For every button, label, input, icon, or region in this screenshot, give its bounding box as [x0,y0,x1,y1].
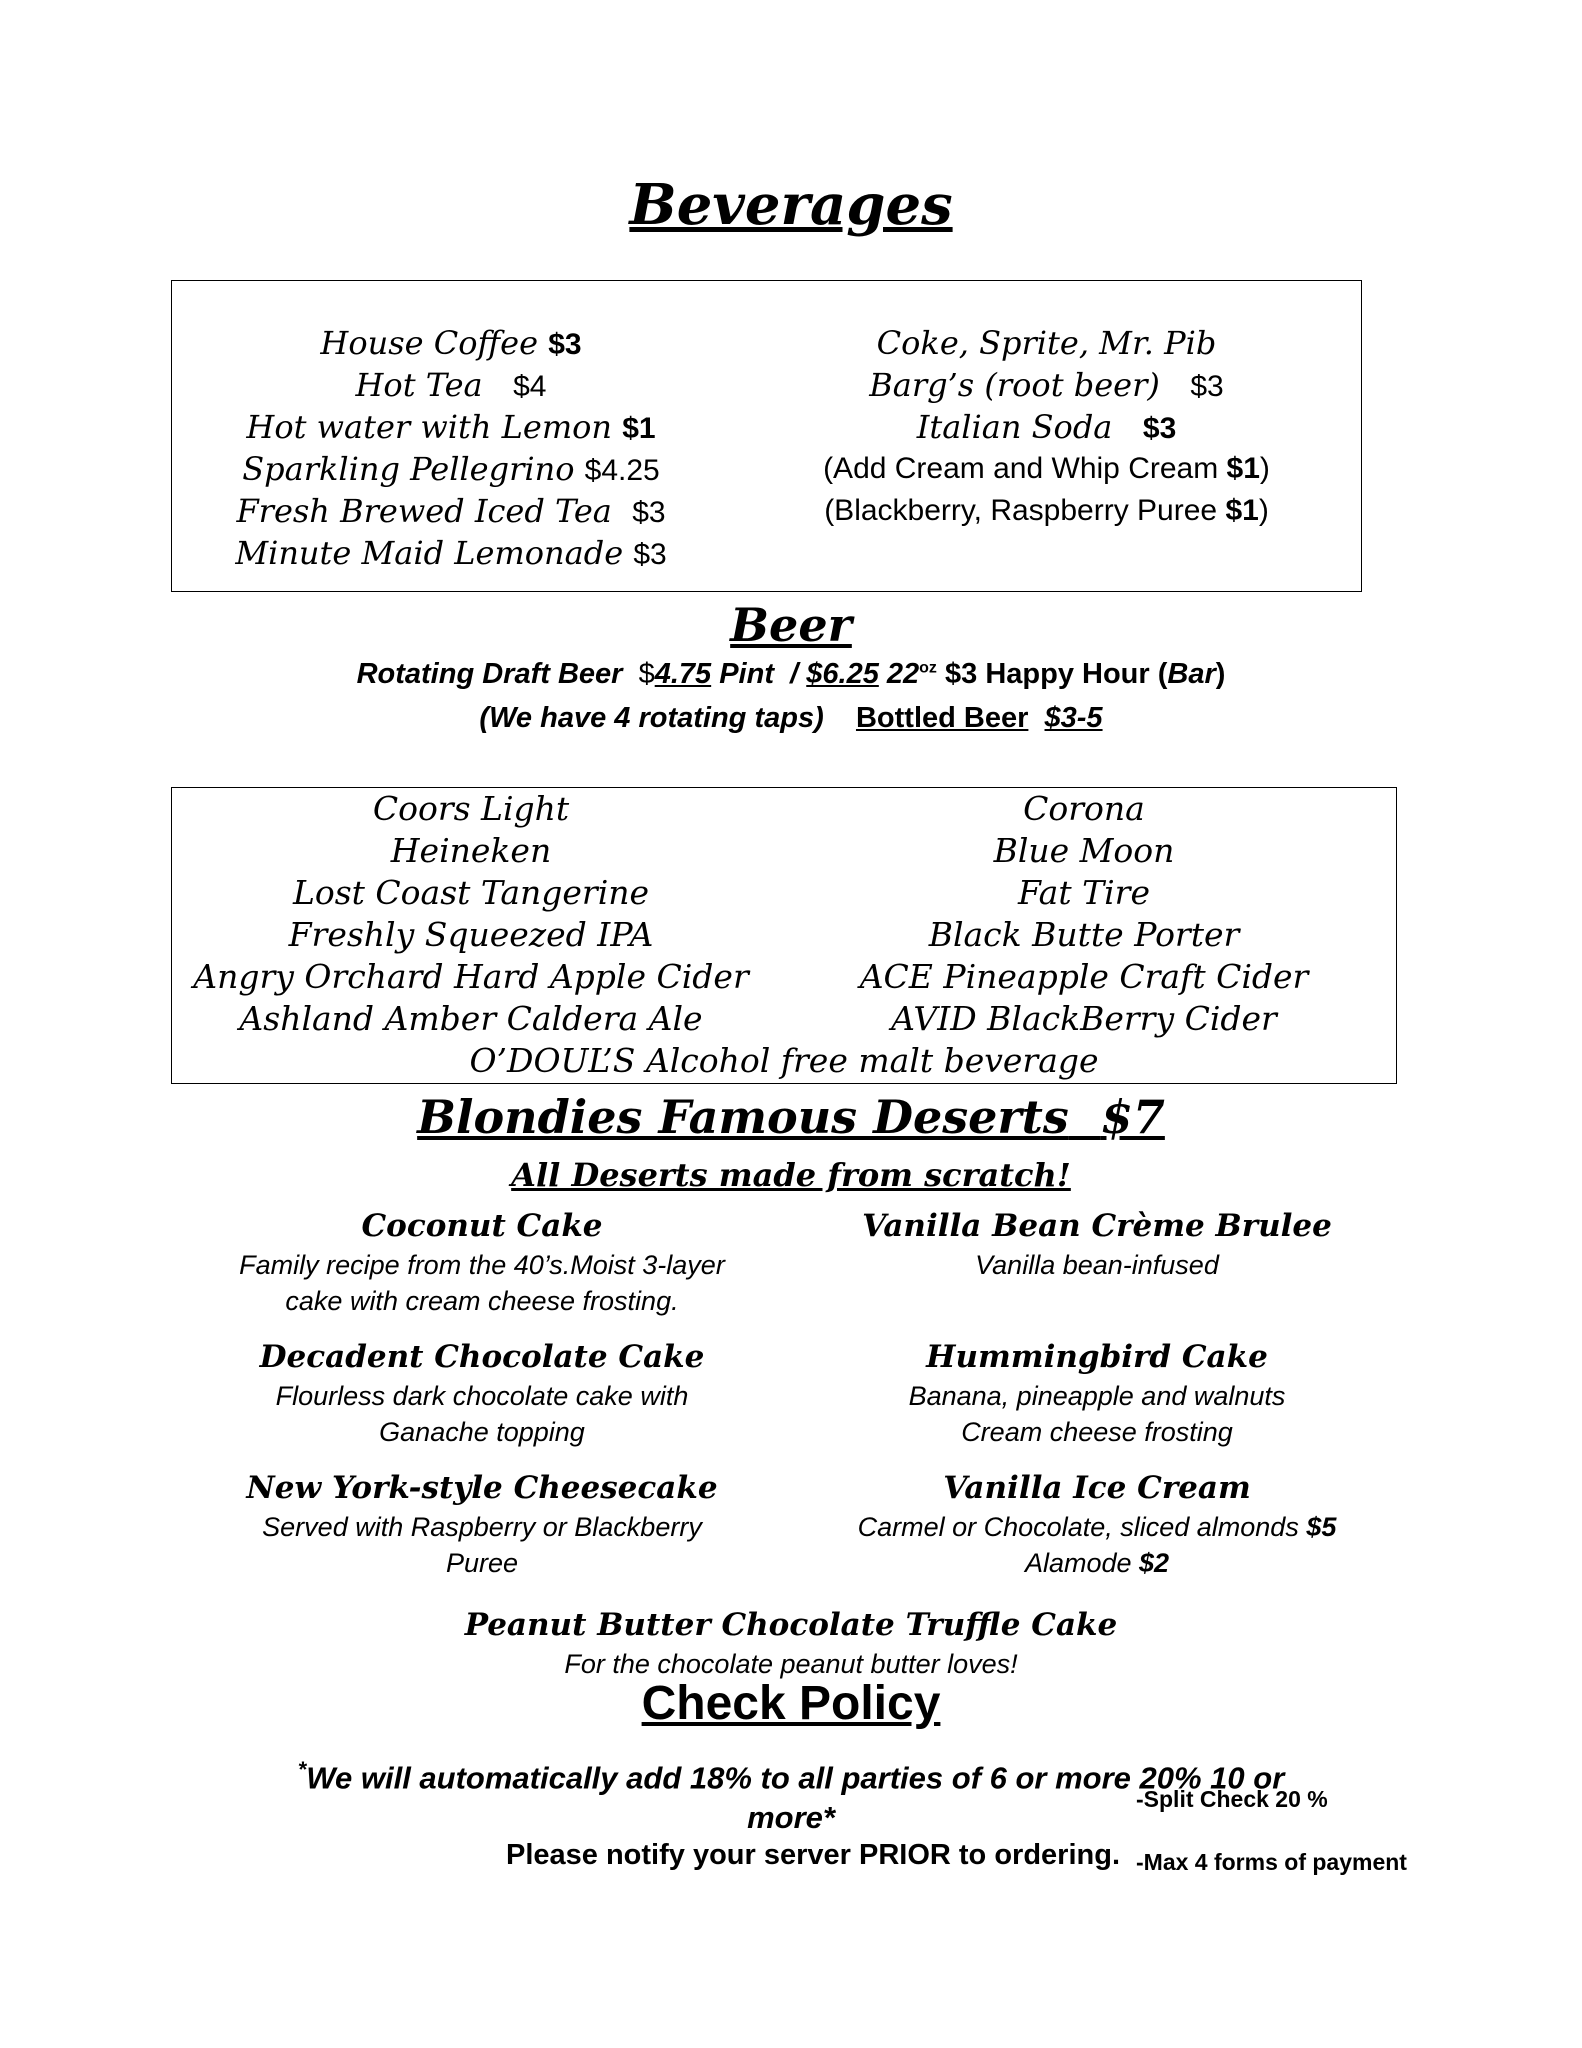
dessert-description: Flourless dark chocolate cake with [275,1381,689,1411]
menu-addon: (Add Cream and Whip Cream $1) [823,452,1270,485]
dessert-description: For the chocolate peanut butter loves! [564,1649,1018,1679]
desserts-title: Blondies Famous Deserts $7 [417,1090,1165,1144]
menu-item: Fresh Brewed Iced Tea $3 [236,492,666,530]
dessert-description: Family recipe from the 40’s.Moist 3-layer [239,1250,725,1280]
max-payment-note: -Max 4 forms of payment [1136,1849,1407,1875]
dessert-item [172,1336,792,1450]
dessert-item [431,1604,1151,1682]
dessert-description: Alamode $2 [1024,1548,1170,1578]
bottled-beer-right-column [771,788,1397,1040]
dessert-name: Coconut Cake [361,1208,603,1244]
dessert-description: Cream cheese frosting [961,1417,1233,1447]
bottled-beer-left-column [171,788,771,1040]
dessert-item [787,1467,1407,1581]
check-policy-title: Check Policy [641,1677,941,1730]
menu-item: Italian Soda $3 [916,408,1177,446]
beer-item: AVID BlackBerry Cider [891,999,1277,1038]
menu-item: Hot Tea $4 [355,366,547,404]
dessert-description: Puree [445,1548,519,1578]
menu-item: Minute Maid Lemonade $3 [235,534,667,572]
beer-item: Blue Moon [993,831,1175,870]
beer-item: ACE Pineapple Craft Cider [859,957,1309,996]
beverages-title: Beverages [629,172,953,238]
beer-item: Coors Light [372,789,570,828]
menu-item: Barg’s (root beer) $3 [869,366,1224,404]
dessert-name: New York-style Cheesecake [246,1470,718,1506]
dessert-name: Vanilla Ice Cream [943,1470,1251,1506]
gratuity-policy: *We will automatically add 18% to all parties of 6 or more 20% 10 or more* [297,1757,1285,1836]
dessert-item [172,1205,792,1319]
menu-item: House Coffee $3 [320,324,582,362]
desserts-subtitle: All Deserts made from scratch! [511,1156,1071,1194]
draft-beer-line: Rotating Draft Beer $4.75 Pint / $6.25 $22^{oz}$ $3 Happy Hour (Bar) [356,658,1226,690]
bottled-beer-line: (We have 4 rotating taps) Bottled Beer $3-5 [479,702,1103,734]
dessert-name: Decadent Chocolate Cake [259,1339,705,1375]
dessert-name: Peanut Butter Chocolate Truffle Cake [464,1607,1118,1643]
beer-title: Beer [730,598,852,652]
dessert-name: Vanilla Bean Crème Brulee [862,1208,1332,1244]
dessert-item [172,1467,792,1581]
dessert-description: Carmel or Chocolate, sliced almonds $5 [857,1512,1337,1542]
beer-item: Lost Coast Tangerine [292,873,650,912]
dessert-description: Banana, pineapple and walnuts [908,1381,1286,1411]
non-alcoholic-beer: O’DOUL’S Alcohol free malt beverage [469,1041,1099,1080]
beer-item: Freshly Squeezed IPA [288,915,654,954]
dessert-item [787,1205,1407,1283]
beer-item: Angry Orchard Hard Apple Cider [193,957,749,996]
menu-item: Coke, Sprite, Mr. Pib [876,324,1217,362]
beer-item: Corona [1023,789,1145,828]
dessert-item [787,1336,1407,1450]
dessert-description: Served with Raspberry or Blackberry [262,1512,702,1542]
beer-item: Fat Tire [1018,873,1150,912]
beer-item: Heineken [390,831,552,870]
dessert-description: cake with cream cheese frosting. [285,1286,679,1316]
notify-server-note: Please notify your server PRIOR to ordering. [506,1839,1120,1871]
menu-item: Sparkling Pellegrino $4.25 [242,450,660,488]
beverages-right-column [731,322,1362,532]
menu-item: Hot water with Lemon $1 [246,408,656,446]
beverages-left-column [171,322,731,574]
dessert-description: Ganache topping [379,1417,585,1447]
beer-item: Ashland Amber Caldera Ale [239,999,703,1038]
dessert-description: Vanilla bean-infused [975,1250,1219,1280]
beer-item: Black Butte Porter [928,915,1240,954]
menu-addon: (Blackberry, Raspberry Puree $1) [824,494,1269,527]
split-check-note: -Split Check 20 % [1136,1786,1328,1812]
dessert-name: Hummingbird Cake [926,1339,1268,1375]
